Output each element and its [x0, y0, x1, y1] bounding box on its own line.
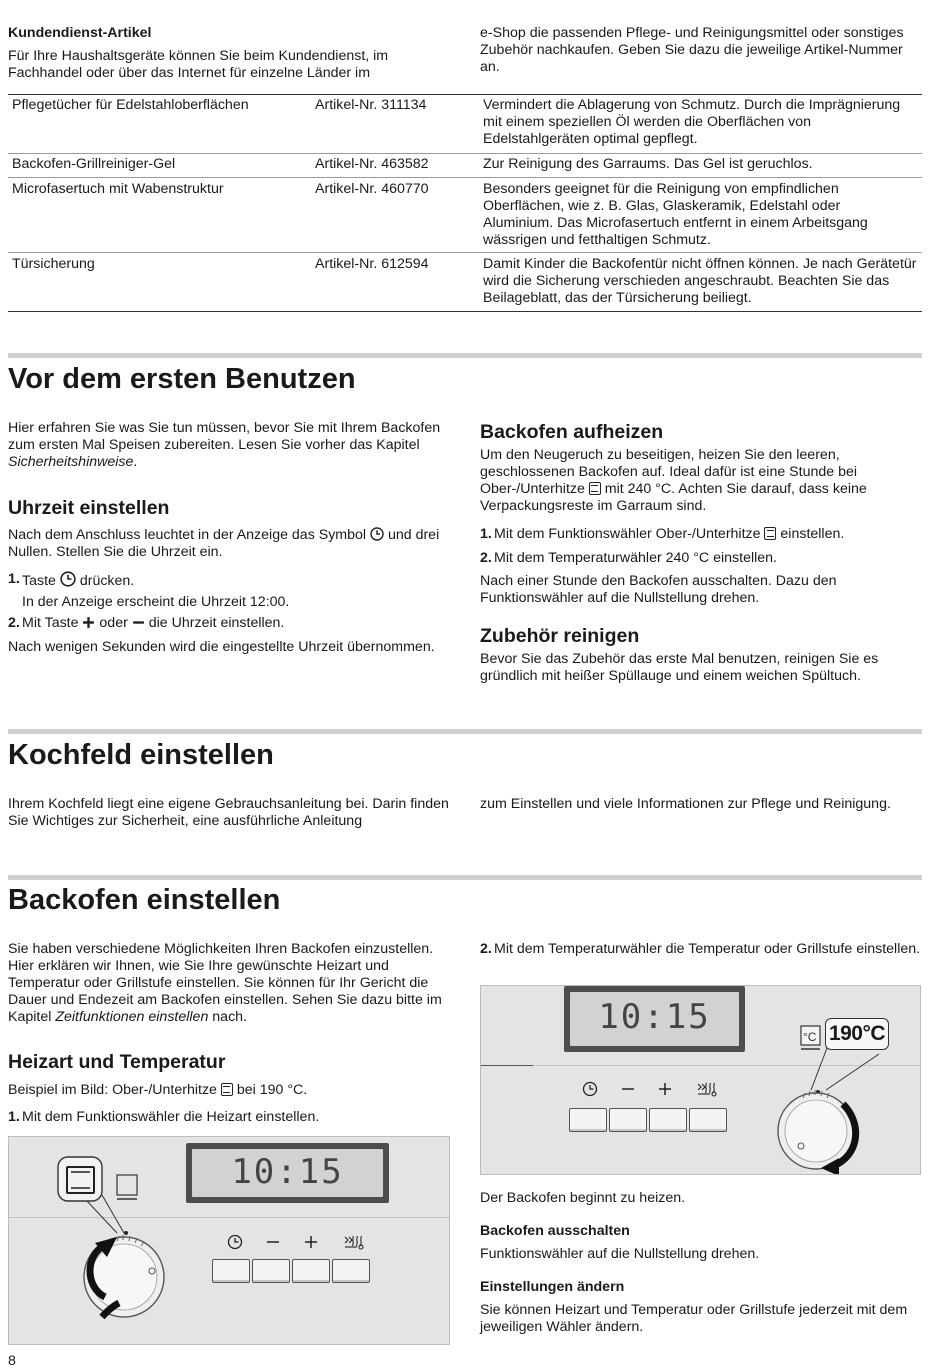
section-heading-backofen: Backofen einstellen — [8, 884, 281, 916]
article-description: Zur Reinigung des Garraums. Das Gel ist geruchlos. — [483, 156, 813, 172]
ausschalten-title: Backofen ausschalten — [480, 1223, 630, 1239]
subheading-zubehoer: Zubehör reinigen — [480, 625, 640, 647]
heizart-p1: Beispiel im Bild: Ober-/Unterhitze bei 190 °C. — [8, 1082, 308, 1098]
table-rule — [8, 153, 922, 154]
table-bottom-rule — [8, 311, 922, 312]
article-name: Türsicherung — [12, 256, 95, 272]
aendern-title: Einstellungen ändern — [480, 1279, 625, 1295]
display-time: 10:15 — [192, 1149, 383, 1197]
minus-button[interactable] — [252, 1259, 290, 1283]
clock-icon — [370, 527, 384, 541]
top-bottom-heat-icon — [764, 527, 776, 540]
section-heading-vor-dem-ersten-benutzen: Vor dem ersten Benutzen — [8, 363, 356, 395]
article-name: Microfasertuch mit Wabenstruktur — [12, 181, 224, 197]
button-symbols — [574, 1080, 734, 1098]
quick-heat-icon — [345, 1236, 363, 1249]
button-symbols — [221, 1233, 381, 1251]
aufheizen-p2: Nach einer Stunde den Backofen ausschalten. Dazu den Funktionswähler auf die Nullstellung drehen. — [480, 573, 837, 606]
zubehoer-p1: Bevor Sie das Zubehör das erste Mal benutzen, reinigen Sie es gründlich mit heißer Spüllauge und einem weichen Spültuch. — [480, 651, 879, 684]
clock-button[interactable] — [212, 1259, 250, 1283]
control-panel-temperature-selector — [480, 985, 921, 1175]
svg-text:°C: °C — [803, 1030, 817, 1044]
section-bar — [8, 353, 922, 358]
temperature-label: 190°C — [825, 1018, 889, 1050]
article-name: Pflegetücher für Edelstahloberflächen — [12, 97, 249, 113]
quick-heat-button[interactable] — [689, 1108, 727, 1132]
section-heading-kochfeld: Kochfeld einstellen — [8, 739, 274, 771]
page-number: 8 — [8, 1353, 16, 1369]
plus-icon — [305, 1236, 317, 1248]
plus-button[interactable] — [649, 1108, 687, 1132]
article-description: Damit Kinder die Backofentür nicht öffnen können. Je nach Gerätetür wird die Sicherung verschieden angeschraubt. Beachten Sie das Beilageblatt, das der Türsicherung beiliegt. — [483, 256, 917, 306]
clock-button[interactable] — [569, 1108, 607, 1132]
section-bar — [8, 729, 922, 734]
clock-icon — [229, 1236, 242, 1249]
aufheizen-step-1: 1. Mit dem Funktionswähler Ober-/Unterhitze einstellen. — [480, 526, 845, 542]
plus-button[interactable] — [292, 1259, 330, 1283]
display-time: 10:15 — [570, 992, 739, 1046]
aendern-text: Sie können Heizart und Temperatur oder Grillstufe jederzeit mit dem jeweiligen Wähler ändern. — [480, 1302, 908, 1335]
section-bar — [8, 875, 922, 880]
article-name: Backofen-Grillreiniger-Gel — [12, 156, 176, 172]
article-description: Besonders geeignet für die Reinigung von empfindlichen Oberflächen, wie z. B. Glas, Glaskeramik, Edelstahl oder Aluminium. Das Microfasertuch entfernt in einem Arbeitsgang wässrigen und fetthaltigen Schmutz. — [483, 181, 868, 248]
uhrzeit-step-2: 2. Mit Taste oder die Uhrzeit einstellen. — [8, 615, 285, 631]
table-top-rule — [8, 94, 922, 95]
uhrzeit-p2: Nach wenigen Sekunden wird die eingestellte Uhrzeit übernommen. — [8, 639, 435, 655]
article-number: Artikel-Nr. 311134 — [315, 97, 427, 113]
uhrzeit-p1: Nach dem Anschluss leuchtet in der Anzeige das Symbol und drei Nullen. Stellen Sie die Uhrzeit ein. — [8, 527, 440, 560]
plus-icon — [659, 1083, 671, 1095]
article-description: Vermindert die Ablagerung von Schmutz. Durch die Imprägnierung mit einem speziellen Öl werden die Oberflächen von Edelstahlgeräten optimal gepflegt. — [483, 97, 901, 147]
kundendienst-title: Kundendienst-Artikel — [8, 25, 152, 41]
kochfeld-right: zum Einstellen und viele Informationen zur Pflege und Reinigung. — [480, 796, 891, 812]
ausschalten-text: Funktionswähler auf die Nullstellung drehen. — [480, 1246, 760, 1262]
kundendienst-intro-right: e-Shop die passenden Pflege- und Reinigungsmittel oder sonstiges Zubehör nachkaufen. Geben Sie dazu die jeweilige Artikel-Nummer an. — [480, 25, 904, 75]
subheading-uhrzeit: Uhrzeit einstellen — [8, 497, 170, 519]
backofen-step-2: 2. Mit dem Temperaturwähler die Temperatur oder Grillstufe einstellen. — [480, 941, 921, 957]
button-row — [569, 1108, 727, 1132]
quick-heat-button[interactable] — [332, 1259, 370, 1283]
subheading-heizart: Heizart und Temperatur — [8, 1051, 226, 1073]
plus-icon — [82, 616, 95, 629]
article-number: Artikel-Nr. 460770 — [315, 181, 429, 197]
minus-icon — [132, 616, 145, 629]
backofen-heizen-text: Der Backofen beginnt zu heizen. — [480, 1190, 686, 1206]
top-bottom-heat-icon — [589, 482, 601, 495]
kundendienst-intro-left: Für Ihre Haushaltsgeräte können Sie beim Kundendienst, im Fachhandel oder über das Internet für einzelne Länder im — [8, 48, 389, 81]
backofen-intro: Sie haben verschiedene Möglichkeiten Ihren Backofen einzustellen. Hier erklären wir Ihnen, wie Sie Ihre gewünschte Heizart und Temperatur oder Grillstufe einstellen. Sie können für Ihr Gericht die Dauer und Endezeit am Backofen einstellen. Sehen Sie dazu bitte im Kapitel Zeitfunktionen einstellen nach. — [8, 941, 442, 1025]
subheading-aufheizen: Backofen aufheizen — [480, 421, 664, 443]
table-rule — [8, 177, 922, 178]
article-number: Artikel-Nr. 463582 — [315, 156, 429, 172]
kochfeld-left: Ihrem Kochfeld liegt eine eigene Gebrauchsanleitung bei. Darin finden Sie Wichtiges zur Sicherheit, eine ausführliche Anleitung — [8, 796, 449, 829]
clock-display — [186, 1143, 389, 1203]
heizart-step-1: 1. Mit dem Funktionswähler die Heizart einstellen. — [8, 1109, 320, 1125]
uhrzeit-step-1: 1. Taste drücken. In der Anzeige erscheint die Uhrzeit 12:00. — [8, 571, 290, 610]
clock-icon — [60, 571, 76, 587]
quick-heat-icon — [698, 1083, 716, 1096]
control-panel-function-selector — [8, 1136, 450, 1345]
aufheizen-p1: Um den Neugeruch zu beseitigen, heizen Sie den leeren, geschlossenen Backofen auf. Ideal dafür ist eine Stunde bei Ober-/Unterhitze mit 240 °C. Achten Sie darauf, dass keine Verpackungsreste im Garraum sind. — [480, 447, 867, 514]
table-rule — [8, 252, 922, 253]
minus-button[interactable] — [609, 1108, 647, 1132]
button-row — [212, 1259, 370, 1283]
top-bottom-heat-icon — [221, 1083, 233, 1096]
vor-intro: Hier erfahren Sie was Sie tun müssen, bevor Sie mit Ihrem Backofen zum ersten Mal Speisen zubereiten. Lesen Sie vorher das Kapitel Sicherheitshinweise. — [8, 420, 441, 470]
aufheizen-step-2: 2. Mit dem Temperaturwähler 240 °C einstellen. — [480, 550, 777, 566]
article-number: Artikel-Nr. 612594 — [315, 256, 429, 272]
clock-icon — [584, 1083, 597, 1096]
